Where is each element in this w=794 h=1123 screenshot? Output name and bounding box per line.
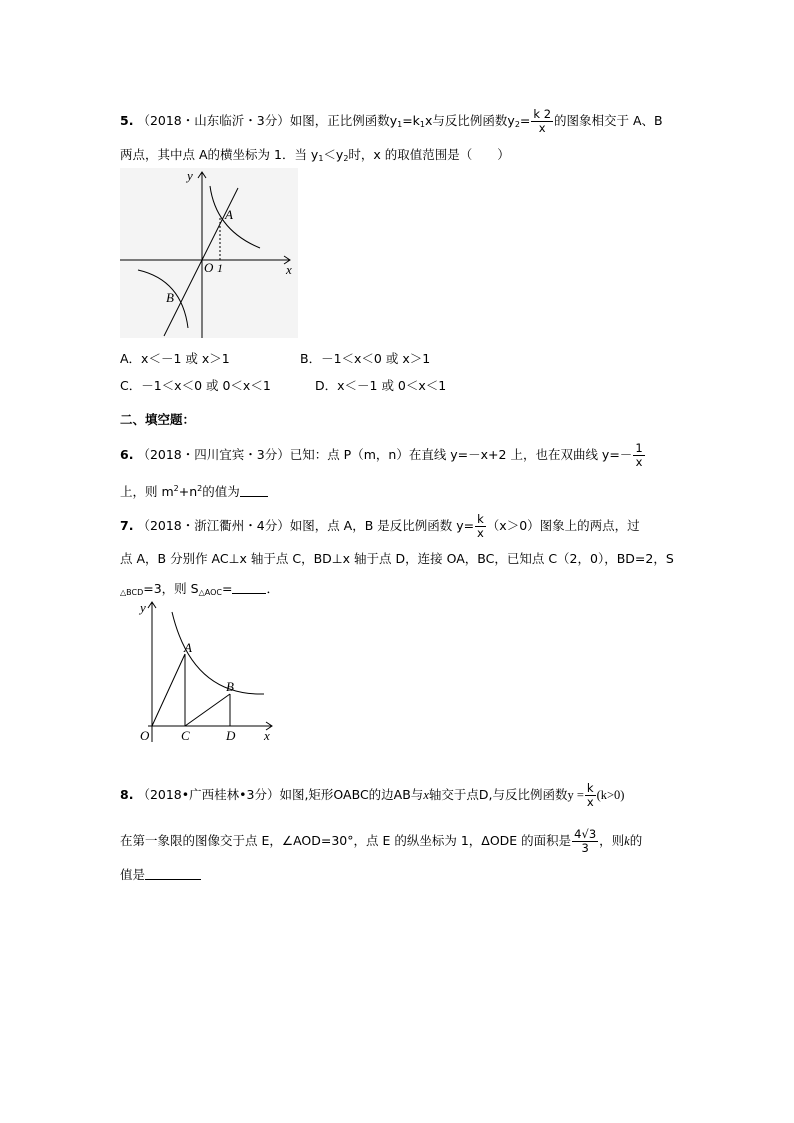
frac-numerator: 4√3 — [574, 827, 597, 841]
label-C: C — [181, 728, 190, 743]
frac-numerator: k — [477, 512, 484, 526]
q5-sub: 1 — [318, 154, 324, 163]
q8-text: 的 — [629, 833, 643, 848]
label-A: A — [184, 640, 192, 655]
label-origin: O — [204, 260, 214, 275]
label-D: D — [226, 728, 236, 743]
label-x: x — [286, 262, 292, 277]
label-y: y — [140, 600, 146, 615]
q5-figure — [120, 168, 298, 338]
q7-text: =3，则 S — [143, 581, 199, 596]
frac-numerator: k 2 — [533, 107, 552, 121]
q5-number: 5. — [120, 113, 134, 128]
q6-text: 上，则 m — [120, 484, 174, 499]
figure-background — [120, 168, 298, 338]
q5-sub: 2 — [343, 154, 349, 163]
q8-line2 — [120, 828, 642, 855]
q7-answer-blank[interactable] — [232, 581, 266, 594]
q7-line2: 点 A，B 分别作 AC⊥x 轴于点 C，BD⊥x 轴于点 D，连接 OA，BC，已知点 C（2，0），BD=2，S — [120, 551, 674, 566]
q6-text: 的值为 — [202, 484, 240, 499]
q7-text: = — [221, 581, 233, 596]
section-heading: 二、填空题： — [120, 412, 196, 427]
q8-number: 8. — [120, 787, 134, 802]
label-origin: O — [140, 728, 150, 743]
q5-text: ＜y — [323, 147, 344, 162]
q6-sup: 2 — [173, 484, 179, 493]
q8-text: 如图,矩形OABC的边AB与 — [279, 787, 424, 802]
q8-source: （2018•广西桂林•3分） — [137, 787, 280, 802]
q5-sub: 1 — [419, 120, 426, 129]
frac-numerator: 1 — [635, 441, 643, 455]
q8-text: ，则 — [599, 833, 625, 848]
q5-text: 两点，其中点 A的横坐标为 1．当 y — [120, 147, 319, 162]
q5-option-a[interactable]: A．x＜－1 或 x＞1 — [120, 351, 230, 366]
q6-answer-blank[interactable] — [240, 484, 268, 497]
label-y: y — [187, 168, 193, 183]
q8-area-fraction — [572, 828, 598, 855]
label-B: B — [226, 679, 234, 694]
label-B: B — [166, 290, 174, 305]
q6-number: 6. — [120, 447, 134, 462]
q5-fraction — [531, 108, 553, 135]
frac-denominator: x — [586, 795, 594, 809]
q7-source: （2018・浙江衢州・4分） — [137, 518, 290, 533]
frac-denominator: x — [538, 121, 546, 135]
q5-option-d[interactable]: D．x＜－1 或 0＜x＜1 — [315, 378, 447, 393]
frac-denominator: x — [477, 526, 484, 540]
q8-condition: (k>0) — [596, 788, 625, 802]
q8-line1 — [120, 782, 624, 809]
q8-text: 值是 — [120, 867, 146, 882]
q8-var-k: k — [624, 834, 630, 848]
q8-line3 — [120, 866, 201, 884]
q8-text: 在第一象限的图像交于点 E，∠AOD=30°，点 E 的纵坐标为 1，ΔODE 的面积是 — [120, 833, 572, 848]
q7-number: 7. — [120, 518, 134, 533]
q6-line2 — [120, 480, 268, 501]
q7-text: 如图，点 A，B 是反比例函数 y= — [289, 518, 475, 533]
q6-fraction — [633, 442, 644, 469]
q5-text: 如图，正比例函数y — [289, 113, 398, 128]
q6-text: +n — [178, 484, 198, 499]
q7-sub: △BCD — [120, 588, 144, 597]
q5-sub: 1 — [397, 120, 403, 129]
q6-source: （2018・四川宜宾・3分） — [137, 447, 290, 462]
frac-denominator: x — [635, 455, 643, 469]
q5-line2 — [120, 146, 510, 168]
frac-numerator: k — [586, 781, 594, 795]
label-x: x — [264, 728, 270, 743]
segment-BC — [185, 694, 230, 726]
q5-text: 的图象相交于 A、B — [554, 113, 663, 128]
q8-var-x: x — [423, 788, 429, 802]
label-one: 1 — [217, 261, 223, 275]
q5-text: = — [519, 113, 531, 128]
q7-sub: △AOC — [198, 588, 222, 597]
q5-text: =k — [402, 113, 420, 128]
q6-sup: 2 — [197, 484, 203, 493]
q5-source: （2018・山东临沂・3分） — [137, 113, 290, 128]
q7-fraction — [475, 513, 486, 540]
q7-figure — [120, 598, 280, 744]
q5-sub: 2 — [514, 120, 520, 129]
q5-option-c[interactable]: C．－1＜x＜0 或 0＜x＜1 — [120, 378, 271, 393]
frac-denominator: 3 — [581, 841, 589, 855]
q8-text: 轴交于点D,与反比例函数 — [428, 787, 568, 802]
q5-option-b[interactable]: B．－1＜x＜0 或 x＞1 — [300, 351, 431, 366]
q5-text: x与反比例函数y — [425, 113, 515, 128]
q8-fraction — [585, 782, 596, 809]
q6-line1 — [120, 442, 646, 469]
q7-text: （x＞0）图象上的两点，过 — [486, 518, 640, 533]
q5-line1 — [120, 108, 663, 135]
q5-text: 时，x 的取值范围是（ ） — [348, 147, 510, 162]
segment-OA — [152, 654, 185, 726]
q7-line1 — [120, 513, 640, 540]
label-A: A — [225, 207, 233, 222]
q8-y-eq: y = — [567, 788, 584, 802]
q7-text: ． — [266, 581, 279, 596]
q6-text: 已知：点 P（m，n）在直线 y=－x+2 上，也在双曲线 y=－ — [289, 447, 633, 462]
q8-answer-blank[interactable] — [145, 867, 201, 880]
